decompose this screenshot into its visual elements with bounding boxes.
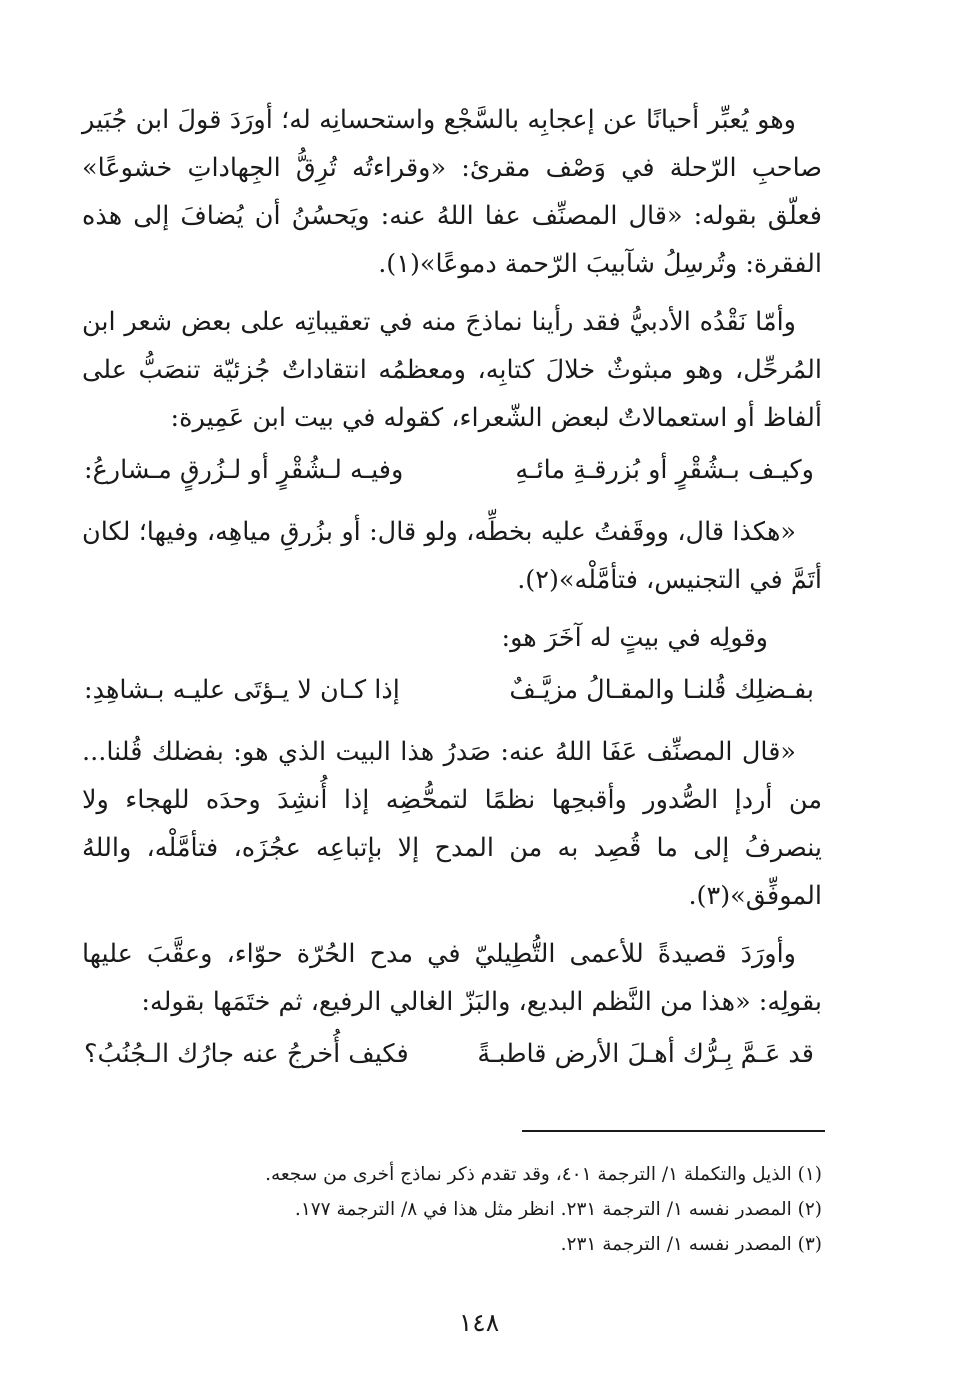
paragraph-4: وقولِه في بيتٍ له آخَرَ هو: bbox=[501, 623, 768, 653]
verse-2 bbox=[82, 662, 822, 718]
verse-1-first-hemistich: وكيـف بـشُقْرٍ أو بُزرقـةِ مائـهِ bbox=[515, 455, 814, 485]
footnote-separator bbox=[522, 1130, 825, 1132]
verse-3-second-hemistich: فكيف أُخرجُ عنه جارُك الـجُنُبُ؟ bbox=[84, 1039, 409, 1069]
verse-1-second-hemistich: وفيـه لـشُقْرٍ أو لـزُرقٍ مـشارعُ: bbox=[84, 455, 404, 485]
footnote-2: (٢) المصدر نفسه ١/ الترجمة ٢٣١. انظر مثل هذا في ٨/ الترجمة ١٧٧. bbox=[294, 1199, 822, 1220]
paragraph-1: وهو يُعبِّر أحيانًا عن إعجابِه بالسَّجْع واستحسانِه له؛ أورَدَ قولَ ابن جُبَير صاحبِ الرّحلة في وَصْف مقرئ: «وقراءتُه تُرِقُّ الجِهاداتِ خشوعًا» فعلّق بقوله: «قال المصنِّف عفا اللهُ عنه: ويَحسُنُ أن يُضافَ إلى هذه الفقرة: وتُرسِلُ شآبيبَ الرّحمة دموعًا»(١). bbox=[82, 105, 822, 279]
verse-3-first-hemistich: قد عَـمَّ بِـرُّك أهـلَ الأرض قاطبـةً bbox=[477, 1039, 814, 1069]
verse-1 bbox=[82, 442, 822, 498]
paragraph-3: «هكذا قال، ووقَفتُ عليه بخطِّه، ولو قال: أو بزُرقِ مياهِه، وفيها؛ لكان أتَمَّ في التجنيس، فتأمَّلْه»(٢). bbox=[82, 517, 822, 595]
footnote-1: (١) الذيل والتكملة ١/ الترجمة ٤٠١، وقد تقدم ذكر نماذج أخرى من سجعه. bbox=[265, 1164, 822, 1185]
footnotes bbox=[82, 1157, 822, 1262]
verse-2-second-hemistich: إذا كـان لا يـؤتَى عليـه بـشاهِدِ: bbox=[84, 675, 400, 705]
verse-3 bbox=[82, 1026, 822, 1082]
page-number: ١٤٨ bbox=[458, 1308, 500, 1337]
page-body bbox=[82, 96, 822, 1082]
paragraph-2: وأمّا نَقْدُه الأدبيُّ فقد رأينا نماذجَ منه في تعقيباتِه على بعض شعر ابن المُرحِّل، وهو مبثوثٌ خلالَ كتابِه، ومعظمُه انتقاداتٌ جُزئيّة تنصَبُّ على ألفاظ أو استعمالاتٌ لبعض الشّعراء، كقوله في بيت ابن عَمِيرة: bbox=[82, 307, 822, 433]
footnote-3: (٣) المصدر نفسه ١/ الترجمة ٢٣١. bbox=[560, 1234, 822, 1255]
verse-2-first-hemistich: بفـضلِك قُلنـا والمقـالُ مزيَّـفٌ bbox=[509, 675, 814, 705]
paragraph-6: وأورَدَ قصيدةً للأعمى التُّطِيليّ في مدح الحُرّة حوّاء، وعقَّبَ عليها بقولِه: «هذا من النَّظم البديع، والبَزّ الغالي الرفيع، ثم ختَمَها بقوله: bbox=[82, 939, 822, 1017]
paragraph-5: «قال المصنِّف عَفَا اللهُ عنه: صَدرُ هذا البيت الذي هو: بفضلك قُلنا... من أردإ الصُّدور وأقبحِها نظمًا لتمحُّضِه إذا أُنشِدَ وحدَه للهجاء ولا ينصرفُ إلى ما قُصِد به من المدح إلا بإتباعِه عجُزَه، فتأمَّلْه، واللهُ الموفِّق»(٣). bbox=[82, 737, 822, 911]
